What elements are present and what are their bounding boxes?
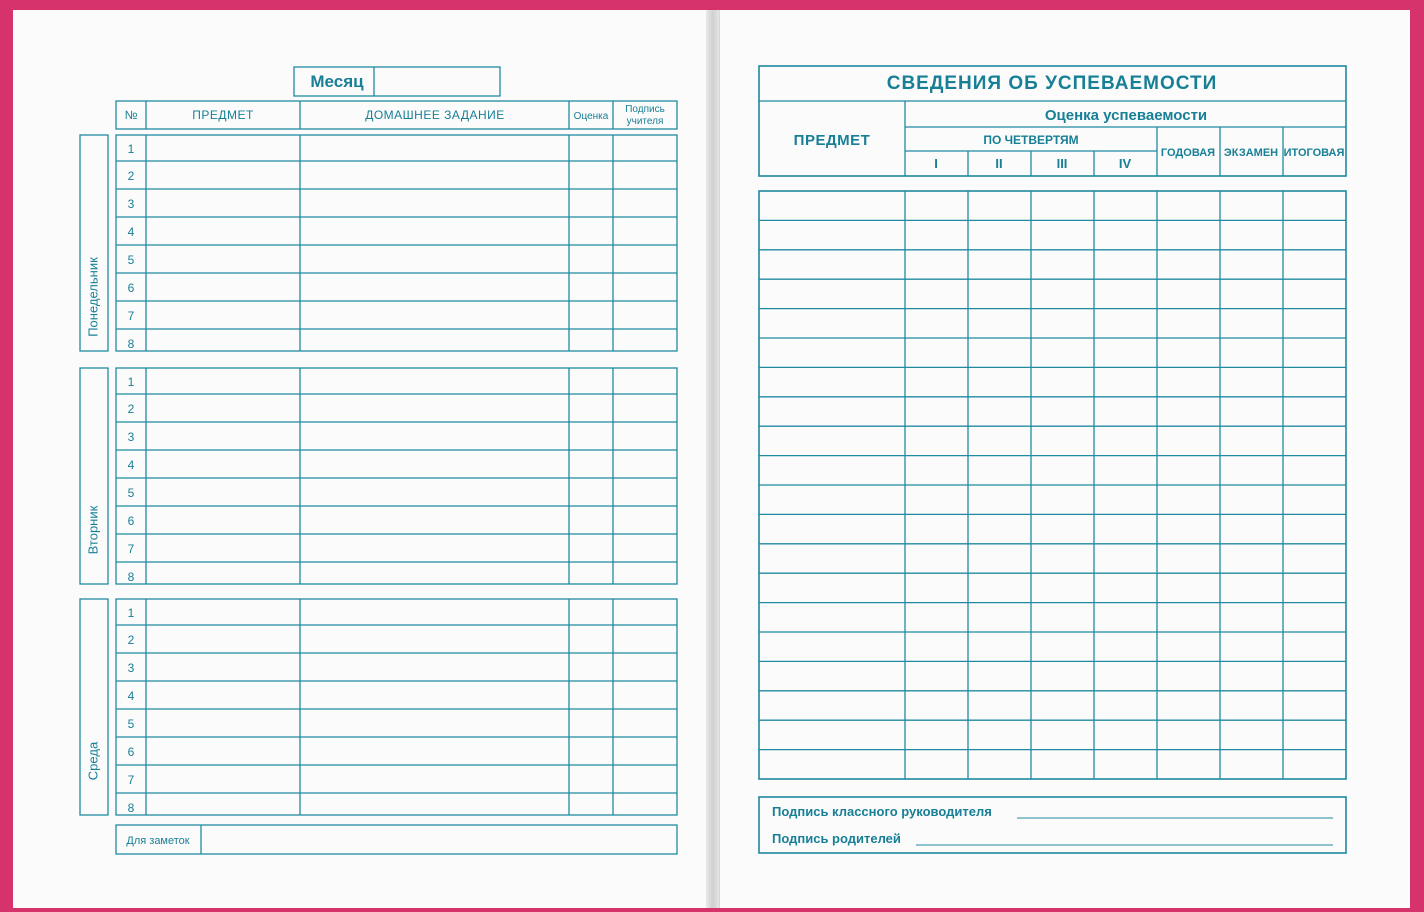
day-block <box>80 135 677 351</box>
lesson-row[interactable] <box>128 337 135 351</box>
lesson-row[interactable] <box>128 253 135 267</box>
lesson-number: 8 <box>127 801 135 815</box>
lesson-row[interactable] <box>128 458 135 472</box>
day-name: Среда <box>85 741 101 781</box>
day-blocks <box>80 135 677 815</box>
header-signature-1: Подпись <box>625 104 665 115</box>
lesson-number: 8 <box>127 570 135 584</box>
lesson-row[interactable] <box>128 486 135 500</box>
lesson-row[interactable] <box>128 514 135 528</box>
lesson-number: 6 <box>127 514 135 528</box>
lesson-number: 1 <box>127 142 135 156</box>
lesson-number: 1 <box>127 606 135 620</box>
lesson-number: 3 <box>127 430 135 444</box>
final-header: ИТОГОВАЯ <box>1283 147 1345 159</box>
day-block <box>80 599 677 815</box>
lesson-row[interactable] <box>128 745 135 759</box>
lesson-number: 6 <box>127 745 135 759</box>
lesson-number: 3 <box>127 197 135 211</box>
subject-header: ПРЕДМЕТ <box>793 132 871 149</box>
lesson-number: 7 <box>127 773 135 787</box>
lesson-number: 2 <box>127 402 135 416</box>
lesson-row[interactable] <box>128 661 135 675</box>
lesson-number: 7 <box>127 309 135 323</box>
lesson-number: 6 <box>127 281 135 295</box>
class-teacher-signature-label: Подпись классного руководителя <box>772 804 992 819</box>
lesson-row[interactable] <box>128 689 135 703</box>
annual-header: ГОДОВАЯ <box>1160 147 1216 159</box>
grades-title: СВЕДЕНИЯ ОБ УСПЕВАЕМОСТИ <box>886 73 1218 94</box>
lesson-row[interactable] <box>128 633 135 647</box>
lesson-row[interactable] <box>128 225 135 239</box>
quarter-4: IV <box>1118 156 1132 171</box>
lesson-number: 8 <box>127 337 135 351</box>
quarter-1: I <box>934 156 938 171</box>
lesson-row[interactable] <box>128 309 135 323</box>
day-label-box <box>80 599 108 815</box>
grade-rows <box>759 191 1346 779</box>
lesson-number: 1 <box>127 375 135 389</box>
day-grid <box>116 599 677 815</box>
day-grid <box>116 368 677 584</box>
lesson-number: 4 <box>127 225 135 239</box>
lesson-row[interactable] <box>128 142 135 156</box>
month-label: Месяц <box>310 72 364 91</box>
lesson-row[interactable] <box>128 197 135 211</box>
quarter-2: II <box>995 156 1003 171</box>
lesson-row[interactable] <box>128 717 135 731</box>
lesson-row[interactable] <box>128 375 135 389</box>
quarters-header: ПО ЧЕТВЕРТЯМ <box>983 133 1079 147</box>
lesson-number: 5 <box>127 486 135 500</box>
quarter-3: III <box>1056 156 1068 171</box>
lesson-row[interactable] <box>128 430 135 444</box>
header-number: № <box>124 108 138 122</box>
header-homework: ДОМАШНЕЕ ЗАДАНИЕ <box>365 108 505 122</box>
lesson-number: 4 <box>127 689 135 703</box>
header-subject: ПРЕДМЕТ <box>192 108 254 122</box>
lesson-row[interactable] <box>128 542 135 556</box>
lesson-row[interactable] <box>128 402 135 416</box>
notes-box[interactable] <box>116 825 677 854</box>
header-grade: Оценка <box>573 111 609 122</box>
lesson-row[interactable] <box>128 606 135 620</box>
lesson-number: 5 <box>127 253 135 267</box>
day-block <box>80 368 677 584</box>
lesson-number: 2 <box>127 633 135 647</box>
lesson-row[interactable] <box>128 773 135 787</box>
lesson-number: 3 <box>127 661 135 675</box>
lesson-row[interactable] <box>128 169 135 183</box>
grades-subheader: Оценка успеваемости <box>1044 107 1208 124</box>
lesson-number: 4 <box>127 458 135 472</box>
day-name: Понедельник <box>85 257 101 337</box>
lesson-number: 2 <box>127 169 135 183</box>
lesson-number: 5 <box>127 717 135 731</box>
lesson-row[interactable] <box>128 570 135 584</box>
day-name: Вторник <box>85 505 101 555</box>
exam-header: ЭКЗАМЕН <box>1223 147 1279 159</box>
day-grid <box>116 135 677 351</box>
parents-signature-label: Подпись родителей <box>772 831 901 846</box>
header-signature-2: учителя <box>626 116 664 127</box>
notes-label: Для заметок <box>126 835 190 847</box>
lesson-row[interactable] <box>128 801 135 815</box>
lesson-number: 7 <box>127 542 135 556</box>
lesson-row[interactable] <box>128 281 135 295</box>
